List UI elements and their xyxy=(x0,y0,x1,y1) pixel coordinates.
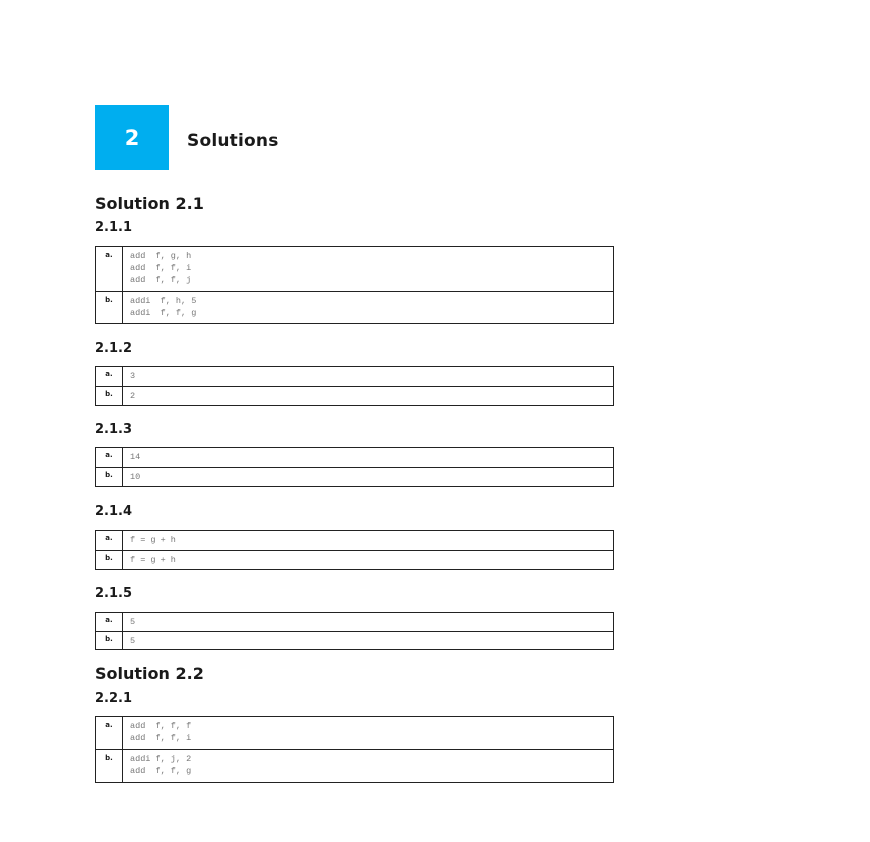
subsection-heading-2-1-5: 2.1.5 xyxy=(95,586,133,601)
row-value: 2 xyxy=(130,391,136,401)
row-label: a. xyxy=(96,613,123,631)
table-row xyxy=(96,386,613,405)
row-label: b. xyxy=(96,551,123,569)
table-row xyxy=(96,717,613,749)
row-label: b. xyxy=(96,468,123,486)
row-label: a. xyxy=(96,247,123,291)
subsection-heading-2-1-3: 2.1.3 xyxy=(95,422,133,437)
row-label: a. xyxy=(96,531,123,550)
chapter-title: Solutions xyxy=(187,131,279,151)
row-value: 14 xyxy=(130,452,141,462)
subsection-heading-2-1-4: 2.1.4 xyxy=(95,504,133,519)
row-value: f = g + h xyxy=(130,535,176,545)
table-row xyxy=(96,291,613,323)
solution-table-2-1-2 xyxy=(95,366,614,406)
row-value: addi f, j, 2 add f, f, g xyxy=(130,754,192,776)
row-value: add f, f, f add f, f, i xyxy=(130,721,192,743)
row-value: 5 xyxy=(130,636,136,646)
row-label: a. xyxy=(96,448,123,467)
solution-table-2-2-1 xyxy=(95,716,614,783)
table-row xyxy=(96,613,613,631)
section-heading-2-1: Solution 2.1 xyxy=(95,194,204,213)
table-row xyxy=(96,467,613,486)
table-row xyxy=(96,631,613,649)
row-value: 3 xyxy=(130,371,136,381)
solution-table-2-1-3 xyxy=(95,447,614,487)
table-row xyxy=(96,749,613,782)
subsection-heading-2-1-1: 2.1.1 xyxy=(95,220,133,235)
table-row xyxy=(96,448,613,467)
table-row xyxy=(96,550,613,569)
row-value: f = g + h xyxy=(130,555,176,565)
row-label: a. xyxy=(96,367,123,386)
row-value: add f, g, h add f, f, i add f, f, j xyxy=(130,251,192,285)
subsection-heading-2-2-1: 2.2.1 xyxy=(95,691,133,706)
table-row xyxy=(96,367,613,386)
solution-table-2-1-4 xyxy=(95,530,614,570)
row-label: b. xyxy=(96,292,123,323)
row-label: a. xyxy=(96,717,123,749)
table-row xyxy=(96,247,613,291)
row-value: addi f, h, 5 addi f, f, g xyxy=(130,296,197,318)
solution-table-2-1-5 xyxy=(95,612,614,650)
row-value: 10 xyxy=(130,472,141,482)
solution-table-2-1-1 xyxy=(95,246,614,324)
subsection-heading-2-1-2: 2.1.2 xyxy=(95,341,133,356)
row-value: 5 xyxy=(130,617,136,627)
section-heading-2-2: Solution 2.2 xyxy=(95,664,204,683)
row-label: b. xyxy=(96,387,123,405)
row-label: b. xyxy=(96,750,123,782)
table-row xyxy=(96,531,613,550)
chapter-number: 2 xyxy=(124,125,140,150)
chapter-number-box xyxy=(95,105,169,170)
row-label: b. xyxy=(96,632,123,649)
